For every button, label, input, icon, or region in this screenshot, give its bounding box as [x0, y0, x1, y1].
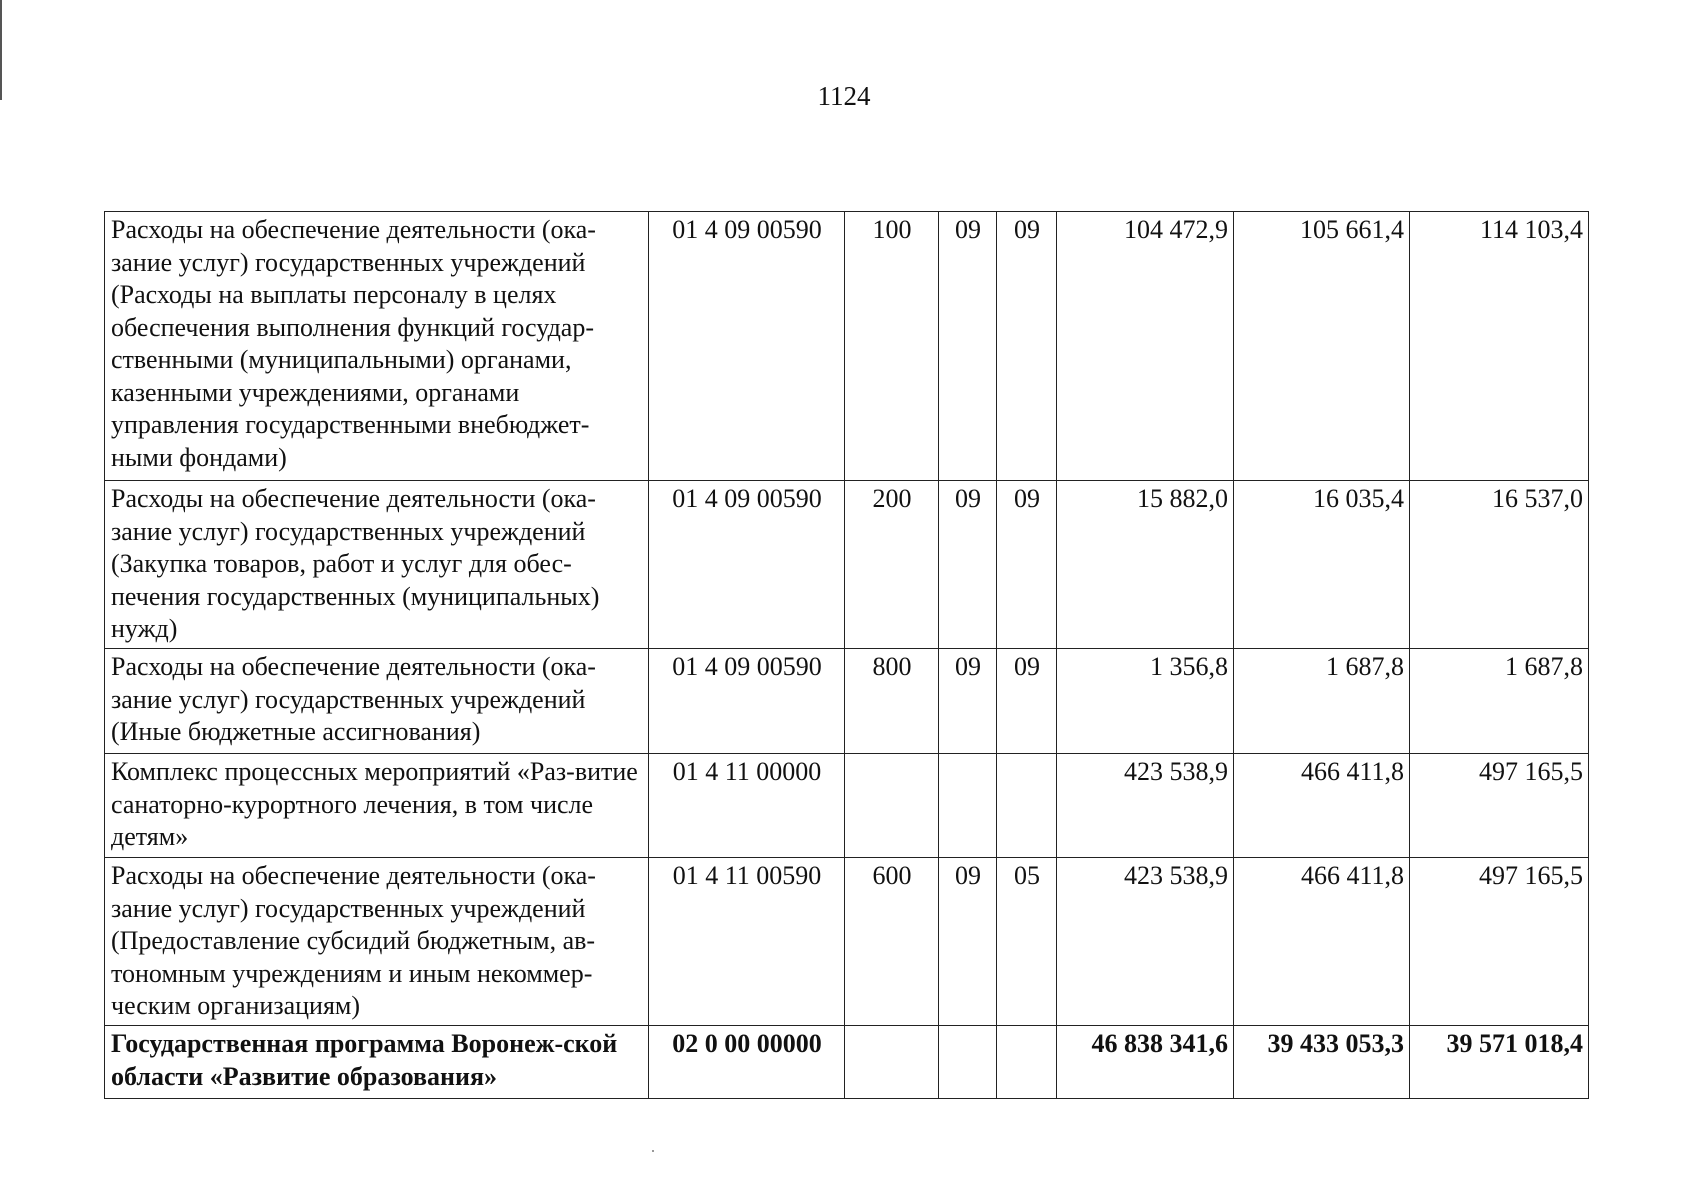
- row-amount-year-1: 15 882,0: [1057, 481, 1234, 649]
- row-amount-year-2: 16 035,4: [1234, 481, 1410, 649]
- row-section: 09: [939, 481, 997, 649]
- row-section: [939, 754, 997, 858]
- row-amount-year-3: 497 165,5: [1410, 858, 1589, 1026]
- row-expense-type: [845, 754, 939, 858]
- budget-table: [104, 211, 1589, 1099]
- row-name: Расходы на обеспечение деятельности (ока-зание услуг) государственных учреждений (Закупка товаров, работ и услуг для обес-печения государственных (муниципальных) нужд): [105, 481, 649, 649]
- row-amount-year-1: 423 538,9: [1057, 754, 1234, 858]
- row-section: 09: [939, 212, 997, 481]
- page-number: 1124: [817, 81, 871, 111]
- row-amount-year-3: 16 537,0: [1410, 481, 1589, 649]
- row-name: Расходы на обеспечение деятельности (ока-зание услуг) государственных учреждений (Расходы на выплаты персоналу в целях обеспечения выполнения функций государ-ственными (муниципальными) органами, казенными учреждениями, органами управления государственными внебюджет-ными фондами): [105, 212, 649, 481]
- row-target-code: 01 4 09 00590: [649, 212, 845, 481]
- row-amount-year-1: 104 472,9: [1057, 212, 1234, 481]
- row-subsection: [997, 1026, 1057, 1099]
- table-row: [105, 754, 1589, 858]
- row-subsection: 05: [997, 858, 1057, 1026]
- row-target-code: 01 4 11 00000: [649, 754, 845, 858]
- row-amount-year-2: 105 661,4: [1234, 212, 1410, 481]
- row-amount-year-2: 1 687,8: [1234, 649, 1410, 754]
- table-row-program-total: [105, 1026, 1589, 1099]
- row-amount-year-2: 39 433 053,3: [1234, 1026, 1410, 1099]
- row-name: Расходы на обеспечение деятельности (ока-зание услуг) государственных учреждений (Иные бюджетные ассигнования): [105, 649, 649, 754]
- row-section: 09: [939, 649, 997, 754]
- row-expense-type: [845, 1026, 939, 1099]
- row-amount-year-1: 1 356,8: [1057, 649, 1234, 754]
- row-expense-type: 800: [845, 649, 939, 754]
- row-section: 09: [939, 858, 997, 1026]
- row-subsection: 09: [997, 212, 1057, 481]
- row-expense-type: 600: [845, 858, 939, 1026]
- row-amount-year-1: 46 838 341,6: [1057, 1026, 1234, 1099]
- row-section: [939, 1026, 997, 1099]
- row-subsection: 09: [997, 481, 1057, 649]
- row-name: Расходы на обеспечение деятельности (ока-зание услуг) государственных учреждений (Предоставление субсидий бюджетным, ав-тономным учреждениям и иным некоммер-ческим организациям): [105, 858, 649, 1026]
- table-row: [105, 858, 1589, 1026]
- scan-dot-mark: [652, 1150, 654, 1152]
- row-amount-year-3: 39 571 018,4: [1410, 1026, 1589, 1099]
- table-row: [105, 212, 1589, 481]
- row-target-code: 01 4 11 00590: [649, 858, 845, 1026]
- table-row: [105, 649, 1589, 754]
- row-expense-type: 200: [845, 481, 939, 649]
- row-amount-year-3: 114 103,4: [1410, 212, 1589, 481]
- row-expense-type: 100: [845, 212, 939, 481]
- row-amount-year-3: 497 165,5: [1410, 754, 1589, 858]
- row-name: Государственная программа Воронеж-ской области «Развитие образования»: [105, 1026, 649, 1099]
- row-target-code: 02 0 00 00000: [649, 1026, 845, 1099]
- row-target-code: 01 4 09 00590: [649, 481, 845, 649]
- row-name: Комплекс процессных мероприятий «Раз-витие санаторно-курортного лечения, в том числе детям»: [105, 754, 649, 858]
- row-amount-year-1: 423 538,9: [1057, 858, 1234, 1026]
- row-amount-year-2: 466 411,8: [1234, 754, 1410, 858]
- row-subsection: 09: [997, 649, 1057, 754]
- row-amount-year-2: 466 411,8: [1234, 858, 1410, 1026]
- table-row: [105, 481, 1589, 649]
- row-subsection: [997, 754, 1057, 858]
- row-target-code: 01 4 09 00590: [649, 649, 845, 754]
- row-amount-year-3: 1 687,8: [1410, 649, 1589, 754]
